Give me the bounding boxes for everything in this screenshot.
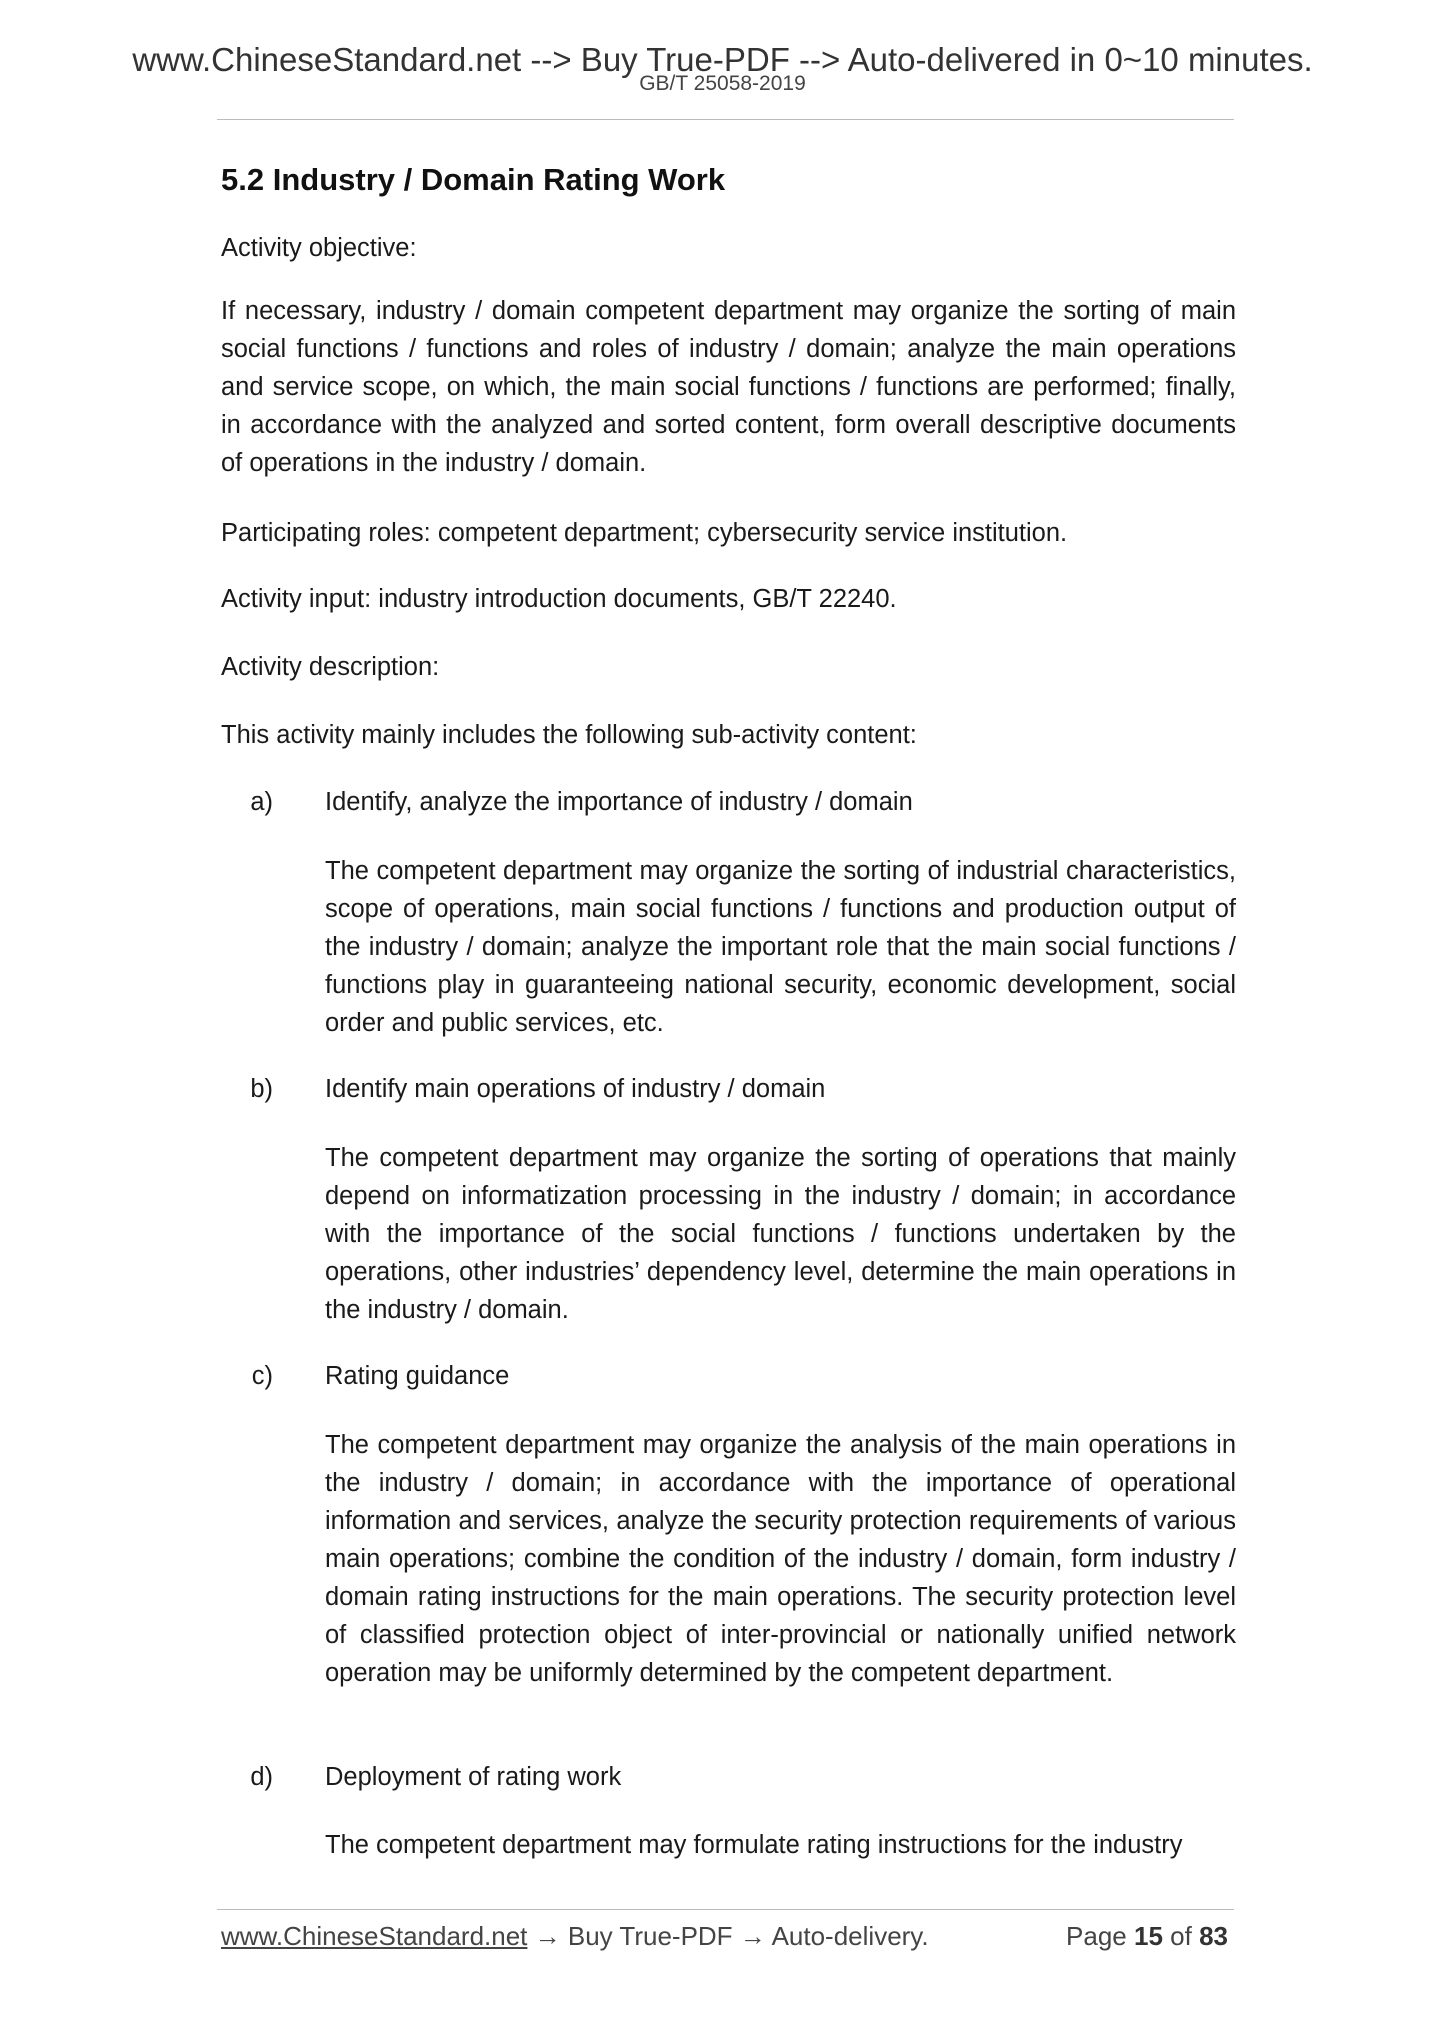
page-total: 83 bbox=[1199, 1921, 1228, 1951]
roles-paragraph: Participating roles: competent department; cybersecurity service institution. bbox=[221, 519, 1068, 547]
list-marker: c) bbox=[251, 1362, 273, 1390]
list-item-title: Identify, analyze the importance of industry / domain bbox=[325, 788, 913, 816]
list-item-c bbox=[221, 1357, 509, 1395]
list-item-d-text: The competent department may formulate rating instructions for the industry bbox=[325, 1831, 1183, 1859]
list-item-b-text: The competent department may organize the sorting of operations that mainly depend on informatization processing in the industry / domain; in accordance with the importance of the social functions / functions undertaken by the operations, other industries’ dependency level, determine the main operations in the industry / domain. bbox=[325, 1144, 1236, 1324]
page-footer bbox=[221, 1916, 1236, 1956]
of-word: of bbox=[1170, 1921, 1192, 1951]
list-item-b bbox=[221, 1070, 825, 1108]
list-item-a-text: The competent department may organize the sorting of industrial characteristics, scope of operations, main social functions / functions and production output of the industry / domain; analyze the important role that the main social functions / functions play in guaranteeing national security, economic development, social order and public services, etc. bbox=[325, 857, 1236, 1037]
list-item-a bbox=[221, 783, 913, 821]
list-item-d bbox=[221, 1758, 621, 1796]
footer-tagline: → Buy True-PDF → Auto-delivery. bbox=[527, 1921, 929, 1951]
page-number bbox=[1066, 1916, 1228, 1956]
list-item-title: Deployment of rating work bbox=[325, 1763, 622, 1791]
site-banner: www.ChineseStandard.net --> Buy True-PDF --> Auto-delivered in 0~10 minutes. bbox=[132, 41, 1313, 78]
section-heading: 5.2 Industry / Domain Rating Work bbox=[221, 162, 726, 197]
intro-paragraph: This activity mainly includes the following sub-activity content: bbox=[221, 721, 917, 749]
footer-site-link[interactable]: www.ChineseStandard.net bbox=[221, 1921, 528, 1951]
list-marker: d) bbox=[250, 1763, 273, 1791]
list-item-title: Rating guidance bbox=[325, 1362, 510, 1390]
page-word: Page bbox=[1066, 1921, 1127, 1951]
list-item-title: Identify main operations of industry / domain bbox=[325, 1075, 826, 1103]
list-marker: b) bbox=[250, 1075, 273, 1103]
objective-paragraph: If necessary, industry / domain competent department may organize the sorting of main social functions / functions and roles of industry / domain; analyze the main operations and service scope, on which, the main social functions / functions are performed; finally, in accordance with the analyzed and sorted content, form overall descriptive documents of operations in the industry / domain. bbox=[221, 297, 1236, 477]
footer-left bbox=[221, 1916, 929, 1956]
description-label: Activity description: bbox=[221, 653, 440, 681]
page-current: 15 bbox=[1134, 1921, 1163, 1951]
footer-divider bbox=[217, 1909, 1234, 1910]
list-marker: a) bbox=[250, 788, 273, 816]
list-item-c-text: The competent department may organize the analysis of the main operations in the industry / domain; in accordance with the importance of operational information and services, analyze the security protection requirements of various main operations; combine the condition of the industry / domain, form industry / domain rating instructions for the main operations. The security protection level of classified protection object of inter-provincial or nationally unified network operation may be uniformly determined by the competent department. bbox=[325, 1431, 1236, 1687]
header-divider bbox=[217, 119, 1234, 120]
objective-label: Activity objective: bbox=[221, 234, 417, 262]
input-paragraph: Activity input: industry introduction documents, GB/T 22240. bbox=[221, 585, 897, 613]
standard-code: GB/T 25058-2019 bbox=[639, 72, 806, 95]
